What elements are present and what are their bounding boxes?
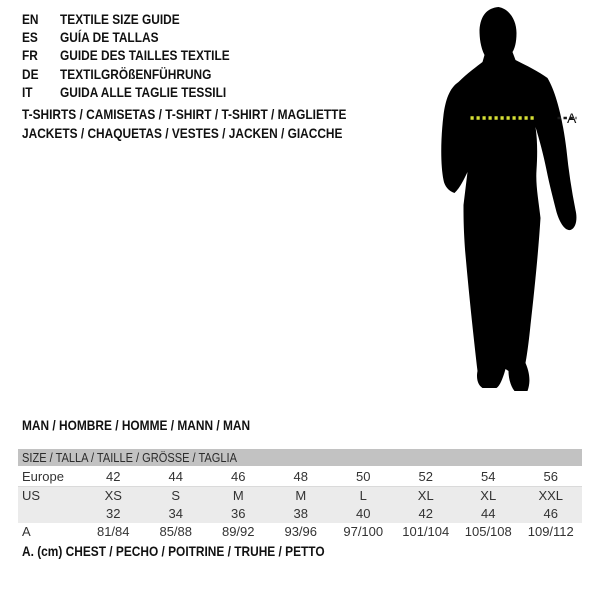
size-value: 46 <box>231 469 246 484</box>
size-value: 32 <box>106 506 121 521</box>
size-value: 48 <box>293 469 308 484</box>
size-value: 54 <box>481 469 496 484</box>
size-value: 36 <box>231 506 246 521</box>
size-value: 85/88 <box>159 524 193 539</box>
man-silhouette-figure <box>395 0 600 400</box>
size-table-header: SIZE / TALLA / TAILLE / GRÖSSE / TAGLIA <box>18 449 582 466</box>
language-title: TEXTILE SIZE GUIDE <box>60 11 180 28</box>
size-value: 56 <box>543 469 558 484</box>
section-title: MAN / HOMBRE / HOMME / MANN / MAN <box>22 417 251 433</box>
size-value: 93/96 <box>284 524 318 539</box>
language-row-es <box>22 28 260 46</box>
row-label: Europe <box>22 469 64 484</box>
size-value: S <box>171 488 181 503</box>
size-value: M <box>232 488 244 503</box>
category-jackets: JACKETS / CHAQUETAS / VESTES / JACKEN / GIACCHE <box>22 124 343 141</box>
size-value: XL <box>417 488 434 503</box>
language-code: ES <box>22 29 38 46</box>
language-title: TEXTILGRÖßENFÜHRUNG <box>60 65 212 82</box>
garment-categories <box>22 105 404 142</box>
language-code: IT <box>22 83 33 100</box>
size-value: 40 <box>356 506 371 521</box>
size-value: 46 <box>543 506 558 521</box>
size-value: 50 <box>356 469 371 484</box>
size-value: L <box>359 488 367 503</box>
man-silhouette <box>395 0 600 400</box>
size-value: 105/108 <box>464 524 512 539</box>
language-row-it <box>22 83 260 101</box>
table-row-chest-a <box>18 523 582 541</box>
language-code: FR <box>22 47 38 64</box>
size-value: 97/100 <box>343 524 384 539</box>
row-label: A <box>22 524 31 539</box>
size-value: XS <box>104 488 122 503</box>
size-value: 81/84 <box>96 524 130 539</box>
language-title: GUIDE DES TAILLES TEXTILE <box>60 47 230 64</box>
language-list <box>22 10 260 101</box>
category-tshirts: T-SHIRTS / CAMISETAS / T-SHIRT / T-SHIRT / MAGLIETTE <box>22 106 347 123</box>
language-code: DE <box>22 65 39 82</box>
table-row-us-numeric <box>18 505 582 523</box>
size-value: 89/92 <box>221 524 255 539</box>
size-value: 101/104 <box>402 524 450 539</box>
size-value: 38 <box>293 506 308 521</box>
size-value: 42 <box>418 506 433 521</box>
size-value: 52 <box>418 469 433 484</box>
size-value: 109/112 <box>527 524 574 539</box>
man-silhouette-body <box>441 7 576 391</box>
size-value: XXL <box>538 488 564 503</box>
language-title: GUÍA DE TALLAS <box>60 29 159 46</box>
size-table <box>18 449 582 541</box>
size-value: XL <box>480 488 497 503</box>
size-value: 34 <box>168 506 183 521</box>
size-value: M <box>295 488 307 503</box>
table-row-europe <box>18 468 582 486</box>
row-label: US <box>22 488 41 503</box>
measurement-legend: A. (cm) CHEST / PECHO / POITRINE / TRUHE / PETTO <box>22 543 325 559</box>
table-row-us <box>18 486 582 505</box>
language-code: EN <box>22 11 39 28</box>
language-row-en <box>22 10 260 28</box>
language-title: GUIDA ALLE TAGLIE TESSILI <box>60 83 227 100</box>
row-label <box>18 505 82 523</box>
size-value: 44 <box>481 506 496 521</box>
size-value: 44 <box>168 469 183 484</box>
size-value: 42 <box>106 469 121 484</box>
language-row-fr <box>22 46 260 64</box>
language-row-de <box>22 65 260 83</box>
measurement-a-label: A <box>567 110 577 126</box>
